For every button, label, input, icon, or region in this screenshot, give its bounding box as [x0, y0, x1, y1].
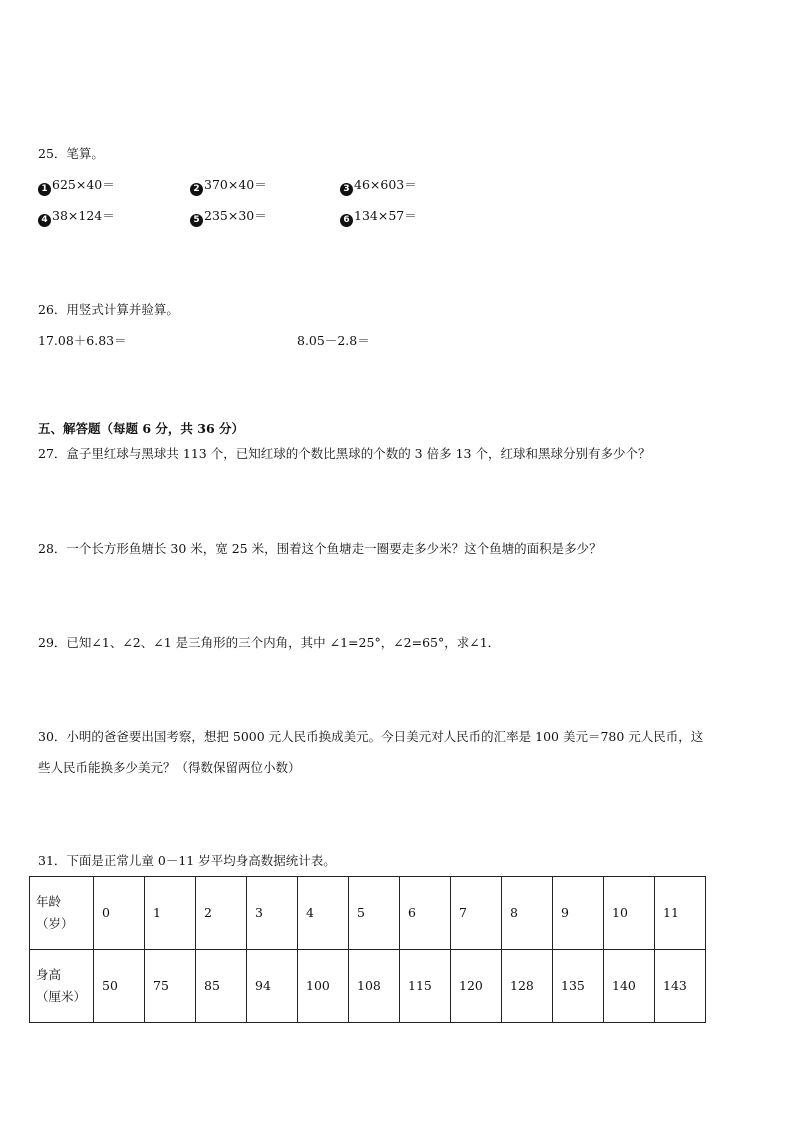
q25-expr-2: 370×40＝ — [204, 177, 267, 192]
q25-expr-3: 46×603＝ — [354, 177, 417, 192]
table-cell: 140 — [604, 950, 655, 1023]
table-cell: 128 — [502, 950, 553, 1023]
q28-text: 28．一个长方形鱼塘长 30 米，宽 25 米，围着这个鱼塘走一圈要走多少米？这个鱼塘的面积是多少？ — [38, 541, 602, 556]
table-cell: 94 — [247, 950, 298, 1023]
q26-expr-2: 8.05－2.8＝ — [297, 333, 370, 348]
q25-expr-6: 134×57＝ — [354, 208, 417, 223]
row-header-height-label: 身高 — [36, 967, 62, 982]
q25-item-1 — [38, 177, 115, 196]
table-cell: 9 — [553, 877, 604, 950]
q25-title: 25．笔算。 — [38, 146, 104, 161]
table-cell: 143 — [655, 950, 706, 1023]
table-row-height — [30, 950, 706, 1023]
table-cell: 115 — [400, 950, 451, 1023]
table-cell: 7 — [451, 877, 502, 950]
row-header-height-unit: （厘米） — [36, 989, 87, 1004]
table-cell: 2 — [196, 877, 247, 950]
circled-number-icon: 3 — [340, 183, 353, 196]
q30-line2: 些人民币能换多少美元？（得数保留两位小数） — [38, 760, 301, 775]
q25-item-6 — [340, 208, 417, 227]
row-header-age-label: 年龄 — [36, 894, 62, 909]
q26-title: 26．用竖式计算并验算。 — [38, 302, 179, 317]
height-table — [29, 876, 706, 1023]
q26-expr-1: 17.08＋6.83＝ — [38, 333, 127, 348]
q25-expr-4: 38×124＝ — [52, 208, 115, 223]
table-cell: 5 — [349, 877, 400, 950]
circled-number-icon: 2 — [190, 183, 203, 196]
table-cell: 11 — [655, 877, 706, 950]
q29-text: 29．已知∠1、∠2、∠1 是三角形的三个内角，其中 ∠1=25°，∠2=65°，求∠1． — [38, 635, 501, 650]
row-header-age-unit: （岁） — [36, 916, 74, 931]
table-cell: 0 — [94, 877, 145, 950]
table-cell: 4 — [298, 877, 349, 950]
table-cell: 3 — [247, 877, 298, 950]
table-cell: 50 — [94, 950, 145, 1023]
table-cell: 100 — [298, 950, 349, 1023]
q25-item-2 — [190, 177, 267, 196]
q25-expr-1: 625×40＝ — [52, 177, 115, 192]
q30-line1: 30．小明的爸爸要出国考察，想把 5000 元人民币换成美元。今日美元对人民币的汇率是 100 美元＝780 元人民币，这 — [38, 729, 704, 744]
q31-text: 31．下面是正常儿童 0－11 岁平均身高数据统计表。 — [38, 853, 336, 868]
row-header-height — [30, 950, 94, 1023]
table-cell: 108 — [349, 950, 400, 1023]
section-heading: 五、解答题（每题 6 分，共 36 分） — [38, 421, 245, 436]
q25-expr-5: 235×30＝ — [204, 208, 267, 223]
table-cell: 85 — [196, 950, 247, 1023]
table-cell: 8 — [502, 877, 553, 950]
table-cell: 10 — [604, 877, 655, 950]
table-cell: 75 — [145, 950, 196, 1023]
circled-number-icon: 1 — [38, 183, 51, 196]
row-header-age — [30, 877, 94, 950]
q25-item-4 — [38, 208, 115, 227]
table-cell: 1 — [145, 877, 196, 950]
table-cell: 120 — [451, 950, 502, 1023]
circled-number-icon: 6 — [340, 214, 353, 227]
q25-item-3 — [340, 177, 417, 196]
q27-text: 27．盒子里红球与黑球共 113 个，已知红球的个数比黑球的个数的 3 倍多 13 个，红球和黑球分别有多少个？ — [38, 446, 651, 461]
table-cell: 6 — [400, 877, 451, 950]
circled-number-icon: 4 — [38, 214, 51, 227]
table-cell: 135 — [553, 950, 604, 1023]
circled-number-icon: 5 — [190, 214, 203, 227]
table-row-age — [30, 877, 706, 950]
q25-item-5 — [190, 208, 267, 227]
